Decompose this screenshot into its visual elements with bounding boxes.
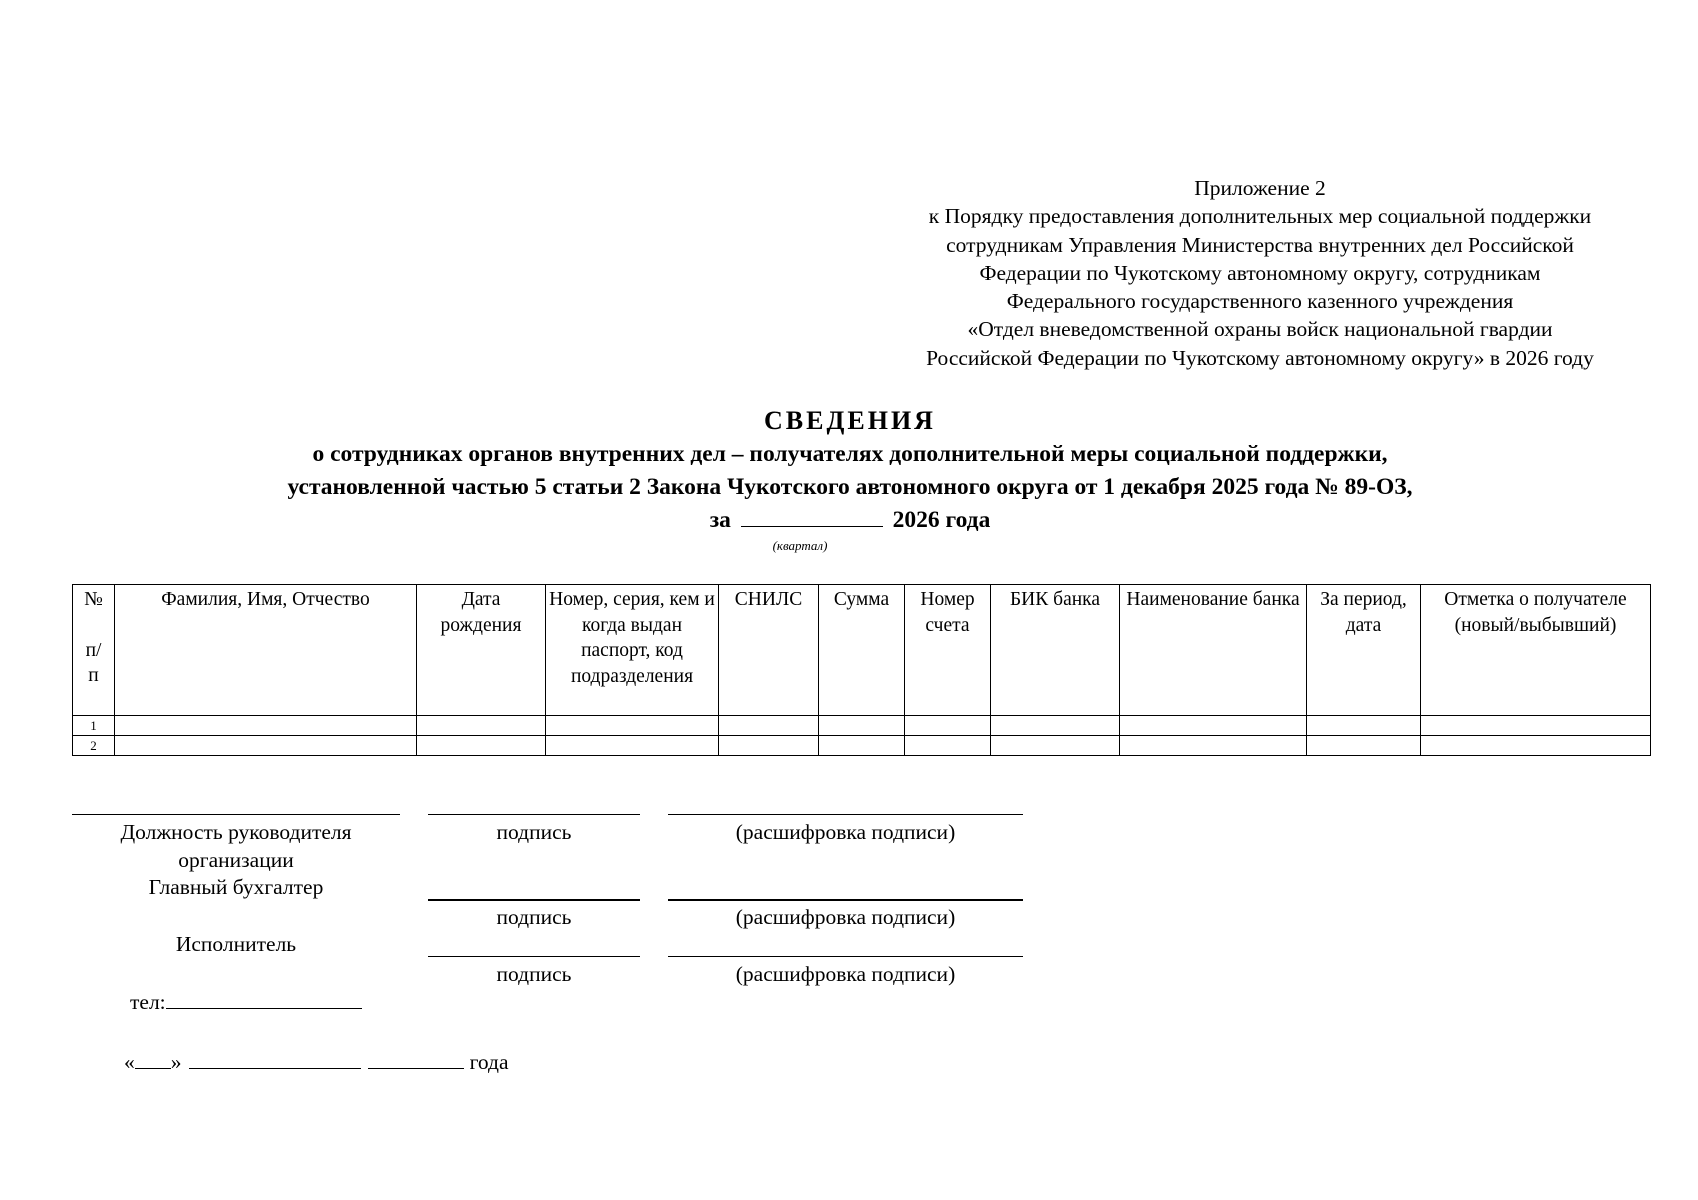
column-header-bank-bic: БИК банка <box>991 585 1120 716</box>
phone-field[interactable] <box>166 988 362 1009</box>
appendix-line: к Порядку предоставления дополнительных мер социальной поддержки <box>928 204 1592 229</box>
date-year-field[interactable] <box>368 1048 464 1069</box>
table-cell[interactable] <box>546 716 719 736</box>
appendix-line: Федерации по Чукотскому автономному округу, сотрудникам <box>979 260 1541 285</box>
appendix-line: Российской Федерации по Чукотскому автономному округу» в 2026 году <box>926 345 1594 370</box>
accountant-decode-line[interactable] <box>668 899 1023 901</box>
appendix-line: Федерального государственного казенного учреждения <box>1006 289 1514 314</box>
column-header-account-number: Номер счета <box>905 585 991 716</box>
period-line <box>70 504 1630 537</box>
document-subtitle-2: установленной частью 5 статьи 2 Закона Чукотского автономного округа от 1 декабря 2025 года № 89-ОЗ, <box>287 474 1413 500</box>
accountant-decode-label: (расшифровка подписи) <box>735 905 956 929</box>
executor-signature-line[interactable] <box>428 956 640 957</box>
row-number: 2 <box>73 736 115 756</box>
quarter-blank-field[interactable] <box>741 504 883 527</box>
date-month-field[interactable] <box>189 1048 361 1069</box>
column-header-number-line: п <box>88 665 99 686</box>
column-header-period-date: За период, дата <box>1307 585 1421 716</box>
date-year-label: года <box>469 1050 509 1074</box>
date-close-quote: » <box>170 1050 182 1074</box>
recipients-table <box>72 584 1651 756</box>
column-header-snils: СНИЛС <box>719 585 819 716</box>
table-cell[interactable] <box>1307 716 1421 736</box>
table-cell[interactable] <box>546 736 719 756</box>
column-header-number-line: № <box>84 589 103 610</box>
column-header-recipient-mark: Отметка о получателе (новый/выбывший) <box>1421 585 1651 716</box>
head-signature-label: подпись <box>496 820 572 844</box>
table-row <box>73 736 1651 756</box>
phone-label: тел: <box>130 990 166 1014</box>
accountant-signature-line[interactable] <box>428 899 640 901</box>
column-header-full-name: Фамилия, Имя, Отчество <box>115 585 417 716</box>
table-cell[interactable] <box>819 736 905 756</box>
table-cell[interactable] <box>991 716 1120 736</box>
table-cell[interactable] <box>1421 736 1651 756</box>
table-cell[interactable] <box>819 716 905 736</box>
appendix-line: Приложение 2 <box>1194 176 1326 200</box>
column-header-number-line: п/ <box>85 639 102 661</box>
column-header-amount: Сумма <box>819 585 905 716</box>
head-decode-label: (расшифровка подписи) <box>735 820 956 844</box>
quarter-note: (квартал) <box>772 538 828 553</box>
column-header-birth-date: Дата рождения <box>417 585 546 716</box>
period-prefix: за <box>709 507 731 533</box>
date-day-field[interactable] <box>135 1048 171 1069</box>
table-cell[interactable] <box>991 736 1120 756</box>
date-open-quote: « <box>124 1050 135 1074</box>
table-cell[interactable] <box>905 736 991 756</box>
table-cell[interactable] <box>115 716 417 736</box>
column-header-passport: Номер, серия, кем и когда выдан паспорт, код подразделения <box>546 585 719 716</box>
column-header-number <box>73 585 115 716</box>
table-cell[interactable] <box>115 736 417 756</box>
executor-decode-line[interactable] <box>668 956 1023 957</box>
document-title: СВЕДЕНИЯ <box>764 406 936 435</box>
table-cell[interactable] <box>719 716 819 736</box>
document-title-block <box>70 404 1630 537</box>
table-cell[interactable] <box>1307 736 1421 756</box>
table-cell[interactable] <box>417 716 546 736</box>
head-signature-line[interactable] <box>428 814 640 815</box>
executor-label: Исполнитель <box>175 932 297 956</box>
head-decode-line[interactable] <box>668 814 1023 815</box>
row-number: 1 <box>73 716 115 736</box>
head-position-label: Должность руководителя организации <box>120 820 352 872</box>
executor-decode-label: (расшифровка подписи) <box>735 962 956 986</box>
head-position-line[interactable] <box>72 814 400 815</box>
document-subtitle-1: о сотрудниках органов внутренних дел – получателях дополнительной меры социальной поддержки, <box>312 441 1388 467</box>
appendix-line: «Отдел вневедомственной охраны войск национальной гвардии <box>967 317 1553 342</box>
table-cell[interactable] <box>1120 716 1307 736</box>
column-header-bank-name: Наименование банка <box>1120 585 1307 716</box>
table-header-row <box>73 585 1651 716</box>
appendix-line: сотрудникам Управления Министерства внутренних дел Российской <box>946 232 1574 257</box>
table-cell[interactable] <box>719 736 819 756</box>
accountant-signature-label: подпись <box>496 905 572 929</box>
table-cell[interactable] <box>1120 736 1307 756</box>
table-cell[interactable] <box>1421 716 1651 736</box>
table-row <box>73 716 1651 736</box>
period-suffix: 2026 года <box>892 507 991 533</box>
date-line <box>124 1048 509 1076</box>
phone-line <box>130 988 362 1016</box>
executor-signature-label: подпись <box>496 962 572 986</box>
chief-accountant-label: Главный бухгалтер <box>148 875 324 899</box>
appendix-block <box>860 174 1660 372</box>
table-cell[interactable] <box>417 736 546 756</box>
table-cell[interactable] <box>905 716 991 736</box>
